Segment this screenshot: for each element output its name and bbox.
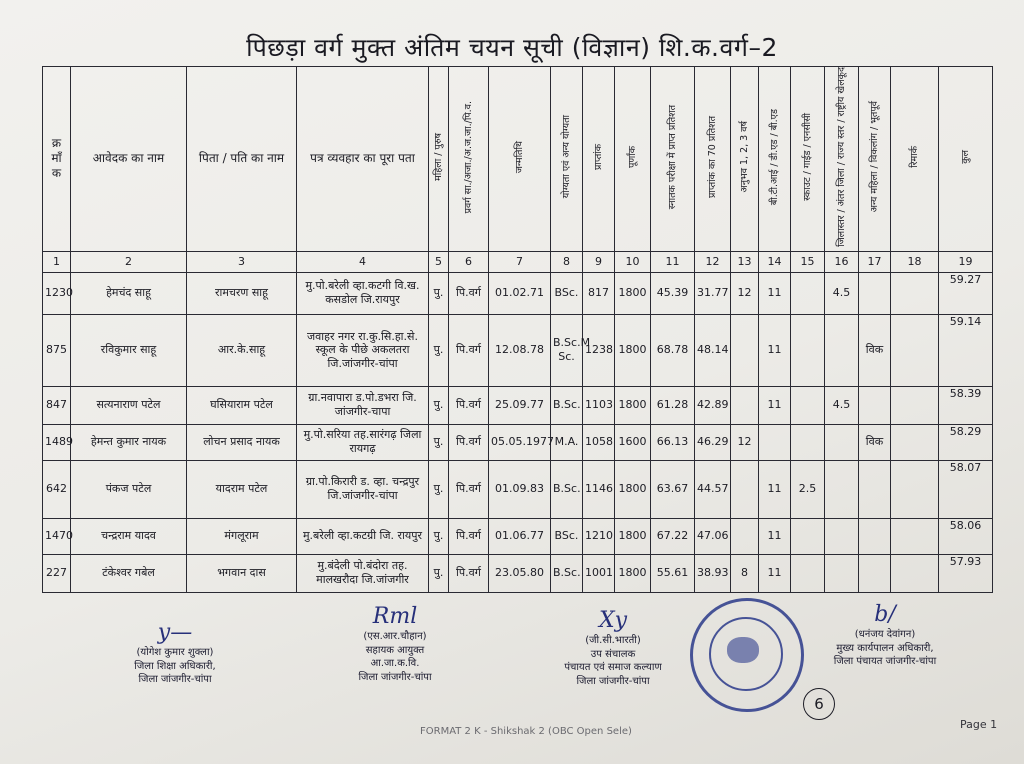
column-number: 2	[71, 251, 187, 272]
header-cell: पूर्णांक	[615, 67, 651, 252]
column-number: 11	[651, 251, 695, 272]
cell-sum: 57.93	[939, 554, 993, 592]
cell-address: मु.बंदेली पो.बंदोरा तह. मालखरौदा जि.जांजगीर	[297, 554, 429, 592]
cell-exp	[731, 386, 759, 424]
cell-scout	[791, 386, 825, 424]
cell-address: ग्रा.पो.किरारी ड. व्हा. चन्द्रपुर जि.जांजगीर-चांपा	[297, 460, 429, 518]
table-row	[43, 272, 993, 314]
cell-other	[859, 518, 891, 554]
cell-address: ग्रा.नवापारा ड.पो.डभरा जि. जांजगीर-चापा	[297, 386, 429, 424]
signature-mark: Rml	[372, 604, 418, 629]
cell-qual: BSc.	[551, 518, 583, 554]
cell-total: 1800	[615, 554, 651, 592]
cell-exp	[731, 314, 759, 386]
cell-father: लोचन प्रसाद नायक	[187, 424, 297, 460]
column-number: 4	[297, 251, 429, 272]
official-seal-stamp	[690, 598, 804, 712]
cell-sum: 59.27	[939, 272, 993, 314]
cell-sno: 875	[43, 314, 71, 386]
cell-name: चन्द्रराम यादव	[71, 518, 187, 554]
cell-pct: 61.28	[651, 386, 695, 424]
header-cell: आवेदक का नाम	[71, 67, 187, 252]
cell-sno: 642	[43, 460, 71, 518]
cell-gender: पु.	[429, 386, 449, 424]
column-number: 16	[825, 251, 859, 272]
column-number: 10	[615, 251, 651, 272]
header-cell: स्काउट / गाईड / एनसीसी	[791, 67, 825, 252]
signature-4: b/ (धनंजय देवांगन) मुख्य कार्यपालन अधिकारी, जिला पंचायत जांजगीर-चांपा	[805, 600, 965, 669]
column-number: 6	[449, 251, 489, 272]
cell-pct: 55.61	[651, 554, 695, 592]
cell-father: भगवान दास	[187, 554, 297, 592]
column-number: 8	[551, 251, 583, 272]
cell-marks: 1058	[583, 424, 615, 460]
header-row	[43, 67, 993, 252]
cell-exp	[731, 460, 759, 518]
header-cell: बी.टी.आई / डी.एड / बी.एड	[759, 67, 791, 252]
cell-sum: 58.39	[939, 386, 993, 424]
cell-scout	[791, 554, 825, 592]
cell-exp: 12	[731, 424, 759, 460]
cell-pct70: 44.57	[695, 460, 731, 518]
cell-total: 1600	[615, 424, 651, 460]
cell-name: हेमचंद साहू	[71, 272, 187, 314]
selection-list-table	[42, 66, 993, 593]
cell-remark	[891, 314, 939, 386]
table-row	[43, 518, 993, 554]
cell-gender: पु.	[429, 554, 449, 592]
cell-father: घसियाराम पटेल	[187, 386, 297, 424]
column-number: 7	[489, 251, 551, 272]
cell-pct: 68.78	[651, 314, 695, 386]
cell-remark	[891, 272, 939, 314]
cell-gender: पु.	[429, 314, 449, 386]
header-cell: प्राप्तांक का 70 प्रतिशत	[695, 67, 731, 252]
cell-sports	[825, 518, 859, 554]
cell-other: विक	[859, 424, 891, 460]
header-cell: पिता / पति का नाम	[187, 67, 297, 252]
cell-address: मु.बरेली व्हा.कटग्री जि. रायपुर	[297, 518, 429, 554]
column-number: 19	[939, 251, 993, 272]
cell-scout: 2.5	[791, 460, 825, 518]
header-cell: अन्य महिला / विकलांग / भूतपूर्व	[859, 67, 891, 252]
signature-mark: b/	[874, 602, 896, 627]
header-cell: कुल	[939, 67, 993, 252]
cell-bed: 11	[759, 272, 791, 314]
cell-sum: 59.14	[939, 314, 993, 386]
cell-sno: 227	[43, 554, 71, 592]
column-number: 14	[759, 251, 791, 272]
signature-block	[0, 600, 1024, 764]
cell-sum: 58.29	[939, 424, 993, 460]
cell-pct: 45.39	[651, 272, 695, 314]
cell-total: 1800	[615, 272, 651, 314]
cell-address: जवाहर नगर रा.कु.सि.हा.से. स्कूल के पीछे अकलतरा जि.जांजगीर-चांपा	[297, 314, 429, 386]
cell-father: आर.के.साहू	[187, 314, 297, 386]
header-cell: प्रवर्ग सा./अजा./अ.ज.जा./पि.व.	[449, 67, 489, 252]
cell-marks: 1210	[583, 518, 615, 554]
cell-scout	[791, 272, 825, 314]
column-number: 18	[891, 251, 939, 272]
cell-category: पि.वर्ग	[449, 386, 489, 424]
cell-category: पि.वर्ग	[449, 518, 489, 554]
cell-sports	[825, 460, 859, 518]
cell-sno: 1230	[43, 272, 71, 314]
cell-qual: B.Sc.	[551, 386, 583, 424]
cell-scout	[791, 314, 825, 386]
cell-sports: 4.5	[825, 386, 859, 424]
cell-sports: 4.5	[825, 272, 859, 314]
cell-name: सत्यनाराण पटेल	[71, 386, 187, 424]
form-format-label: FORMAT 2 K - Shikshak 2 (OBC Open Sele)	[420, 726, 632, 737]
header-cell: रिमार्क	[891, 67, 939, 252]
cell-pct: 67.22	[651, 518, 695, 554]
cell-dob: 23.05.80	[489, 554, 551, 592]
cell-marks: 1103	[583, 386, 615, 424]
header-cell: जन्मतिथि	[489, 67, 551, 252]
cell-pct70: 42.89	[695, 386, 731, 424]
column-number: 12	[695, 251, 731, 272]
cell-dob: 01.02.71	[489, 272, 551, 314]
cell-gender: पु.	[429, 424, 449, 460]
cell-bed: 11	[759, 314, 791, 386]
signature-2: Rml (एस.आर.चौहान) सहायक आयुक्त आ.जा.क.वि. जिला जांजगीर-चांपा	[320, 602, 470, 684]
cell-gender: पु.	[429, 460, 449, 518]
column-number: 5	[429, 251, 449, 272]
cell-bed: 11	[759, 554, 791, 592]
cell-pct70: 48.14	[695, 314, 731, 386]
cell-qual: B.Sc.M Sc.	[551, 314, 583, 386]
cell-qual: B.Sc.	[551, 554, 583, 592]
cell-pct70: 46.29	[695, 424, 731, 460]
cell-qual: M.A.	[551, 424, 583, 460]
cell-bed: 11	[759, 518, 791, 554]
table-row	[43, 554, 993, 592]
cell-remark	[891, 554, 939, 592]
cell-gender: पु.	[429, 272, 449, 314]
cell-category: पि.वर्ग	[449, 272, 489, 314]
cell-category: पि.वर्ग	[449, 554, 489, 592]
cell-other	[859, 460, 891, 518]
column-number-row	[43, 251, 993, 272]
cell-sports	[825, 554, 859, 592]
header-cell: स्नातक परीक्षा में प्राप्त प्रतिशत	[651, 67, 695, 252]
column-number: 17	[859, 251, 891, 272]
cell-marks: 1238	[583, 314, 615, 386]
cell-total: 1800	[615, 386, 651, 424]
cell-address: मु.पो.सरिया तह.सारंगढ़ जिला रायगढ़	[297, 424, 429, 460]
cell-marks: 1146	[583, 460, 615, 518]
signature-3: Xy (जी.सी.भारती) उप संचालक पंचायत एवं समाज कल्याण जिला जांजगीर-चांपा	[528, 606, 698, 688]
cell-other: विक	[859, 314, 891, 386]
cell-sports	[825, 424, 859, 460]
cell-name: रविकुमार साहू	[71, 314, 187, 386]
header-cell: पत्र व्यवहार का पूरा पता	[297, 67, 429, 252]
cell-remark	[891, 518, 939, 554]
cell-marks: 817	[583, 272, 615, 314]
signature-mark: y—	[157, 620, 193, 645]
cell-dob: 25.09.77	[489, 386, 551, 424]
column-number: 13	[731, 251, 759, 272]
header-cell: जिलास्तर / अंतर जिला / राज्य स्तर / राष्ट्रीय खेलकूद	[825, 67, 859, 252]
cell-other	[859, 554, 891, 592]
cell-category: पि.वर्ग	[449, 460, 489, 518]
cell-name: पंकज पटेल	[71, 460, 187, 518]
table-row	[43, 386, 993, 424]
circled-number: 6	[803, 688, 835, 720]
cell-pct: 66.13	[651, 424, 695, 460]
cell-qual: BSc.	[551, 272, 583, 314]
cell-pct70: 47.06	[695, 518, 731, 554]
cell-qual: B.Sc.	[551, 460, 583, 518]
cell-sum: 58.07	[939, 460, 993, 518]
cell-remark	[891, 460, 939, 518]
cell-exp	[731, 518, 759, 554]
cell-address: मु.पो.बरेली व्हा.कटगी वि.ख. कसडोल जि.रायपुर	[297, 272, 429, 314]
cell-father: यादराम पटेल	[187, 460, 297, 518]
cell-pct: 63.67	[651, 460, 695, 518]
cell-category: पि.वर्ग	[449, 424, 489, 460]
cell-sno: 847	[43, 386, 71, 424]
cell-remark	[891, 424, 939, 460]
cell-remark	[891, 386, 939, 424]
cell-pct70: 31.77	[695, 272, 731, 314]
cell-bed	[759, 424, 791, 460]
cell-dob: 01.09.83	[489, 460, 551, 518]
cell-sno: 1470	[43, 518, 71, 554]
cell-total: 1800	[615, 518, 651, 554]
signature-mark: Xy	[598, 608, 628, 633]
cell-pct70: 38.93	[695, 554, 731, 592]
cell-exp: 12	[731, 272, 759, 314]
page-number: Page 1	[960, 718, 998, 731]
cell-marks: 1001	[583, 554, 615, 592]
cell-dob: 05.05.1977	[489, 424, 551, 460]
cell-bed: 11	[759, 386, 791, 424]
cell-sum: 58.06	[939, 518, 993, 554]
cell-total: 1800	[615, 460, 651, 518]
table-row	[43, 424, 993, 460]
cell-exp: 8	[731, 554, 759, 592]
cell-total: 1800	[615, 314, 651, 386]
cell-scout	[791, 518, 825, 554]
table-body	[43, 272, 993, 592]
cell-sports	[825, 314, 859, 386]
column-number: 3	[187, 251, 297, 272]
cell-sno: 1489	[43, 424, 71, 460]
cell-father: रामचरण साहू	[187, 272, 297, 314]
cell-father: मंगलूराम	[187, 518, 297, 554]
cell-name: हेमन्त कुमार नायक	[71, 424, 187, 460]
header-cell: योग्यता एवं अन्य योग्यता	[551, 67, 583, 252]
signature-1: y— (योगेश कुमार शुक्ला) जिला शिक्षा अधिकारी, जिला जांजगीर-चांपा	[100, 618, 250, 687]
column-number: 15	[791, 251, 825, 272]
cell-scout	[791, 424, 825, 460]
table-row	[43, 314, 993, 386]
cell-gender: पु.	[429, 518, 449, 554]
header-cell: क्र माँ क	[43, 67, 71, 252]
header-cell: प्राप्तांक	[583, 67, 615, 252]
cell-dob: 01.06.77	[489, 518, 551, 554]
column-number: 9	[583, 251, 615, 272]
page-title: पिछड़ा वर्ग मुक्त अंतिम चयन सूची (विज्ञान) शि.क.वर्ग–2	[246, 33, 778, 62]
cell-other	[859, 272, 891, 314]
cell-other	[859, 386, 891, 424]
header-cell: अनुभव 1, 2, 3 वर्ष	[731, 67, 759, 252]
cell-dob: 12.08.78	[489, 314, 551, 386]
header-cell: महिला / पुरुष	[429, 67, 449, 252]
column-number: 1	[43, 251, 71, 272]
cell-bed: 11	[759, 460, 791, 518]
table-row	[43, 460, 993, 518]
cell-category: पि.वर्ग	[449, 314, 489, 386]
cell-name: टंकेश्वर गबेल	[71, 554, 187, 592]
